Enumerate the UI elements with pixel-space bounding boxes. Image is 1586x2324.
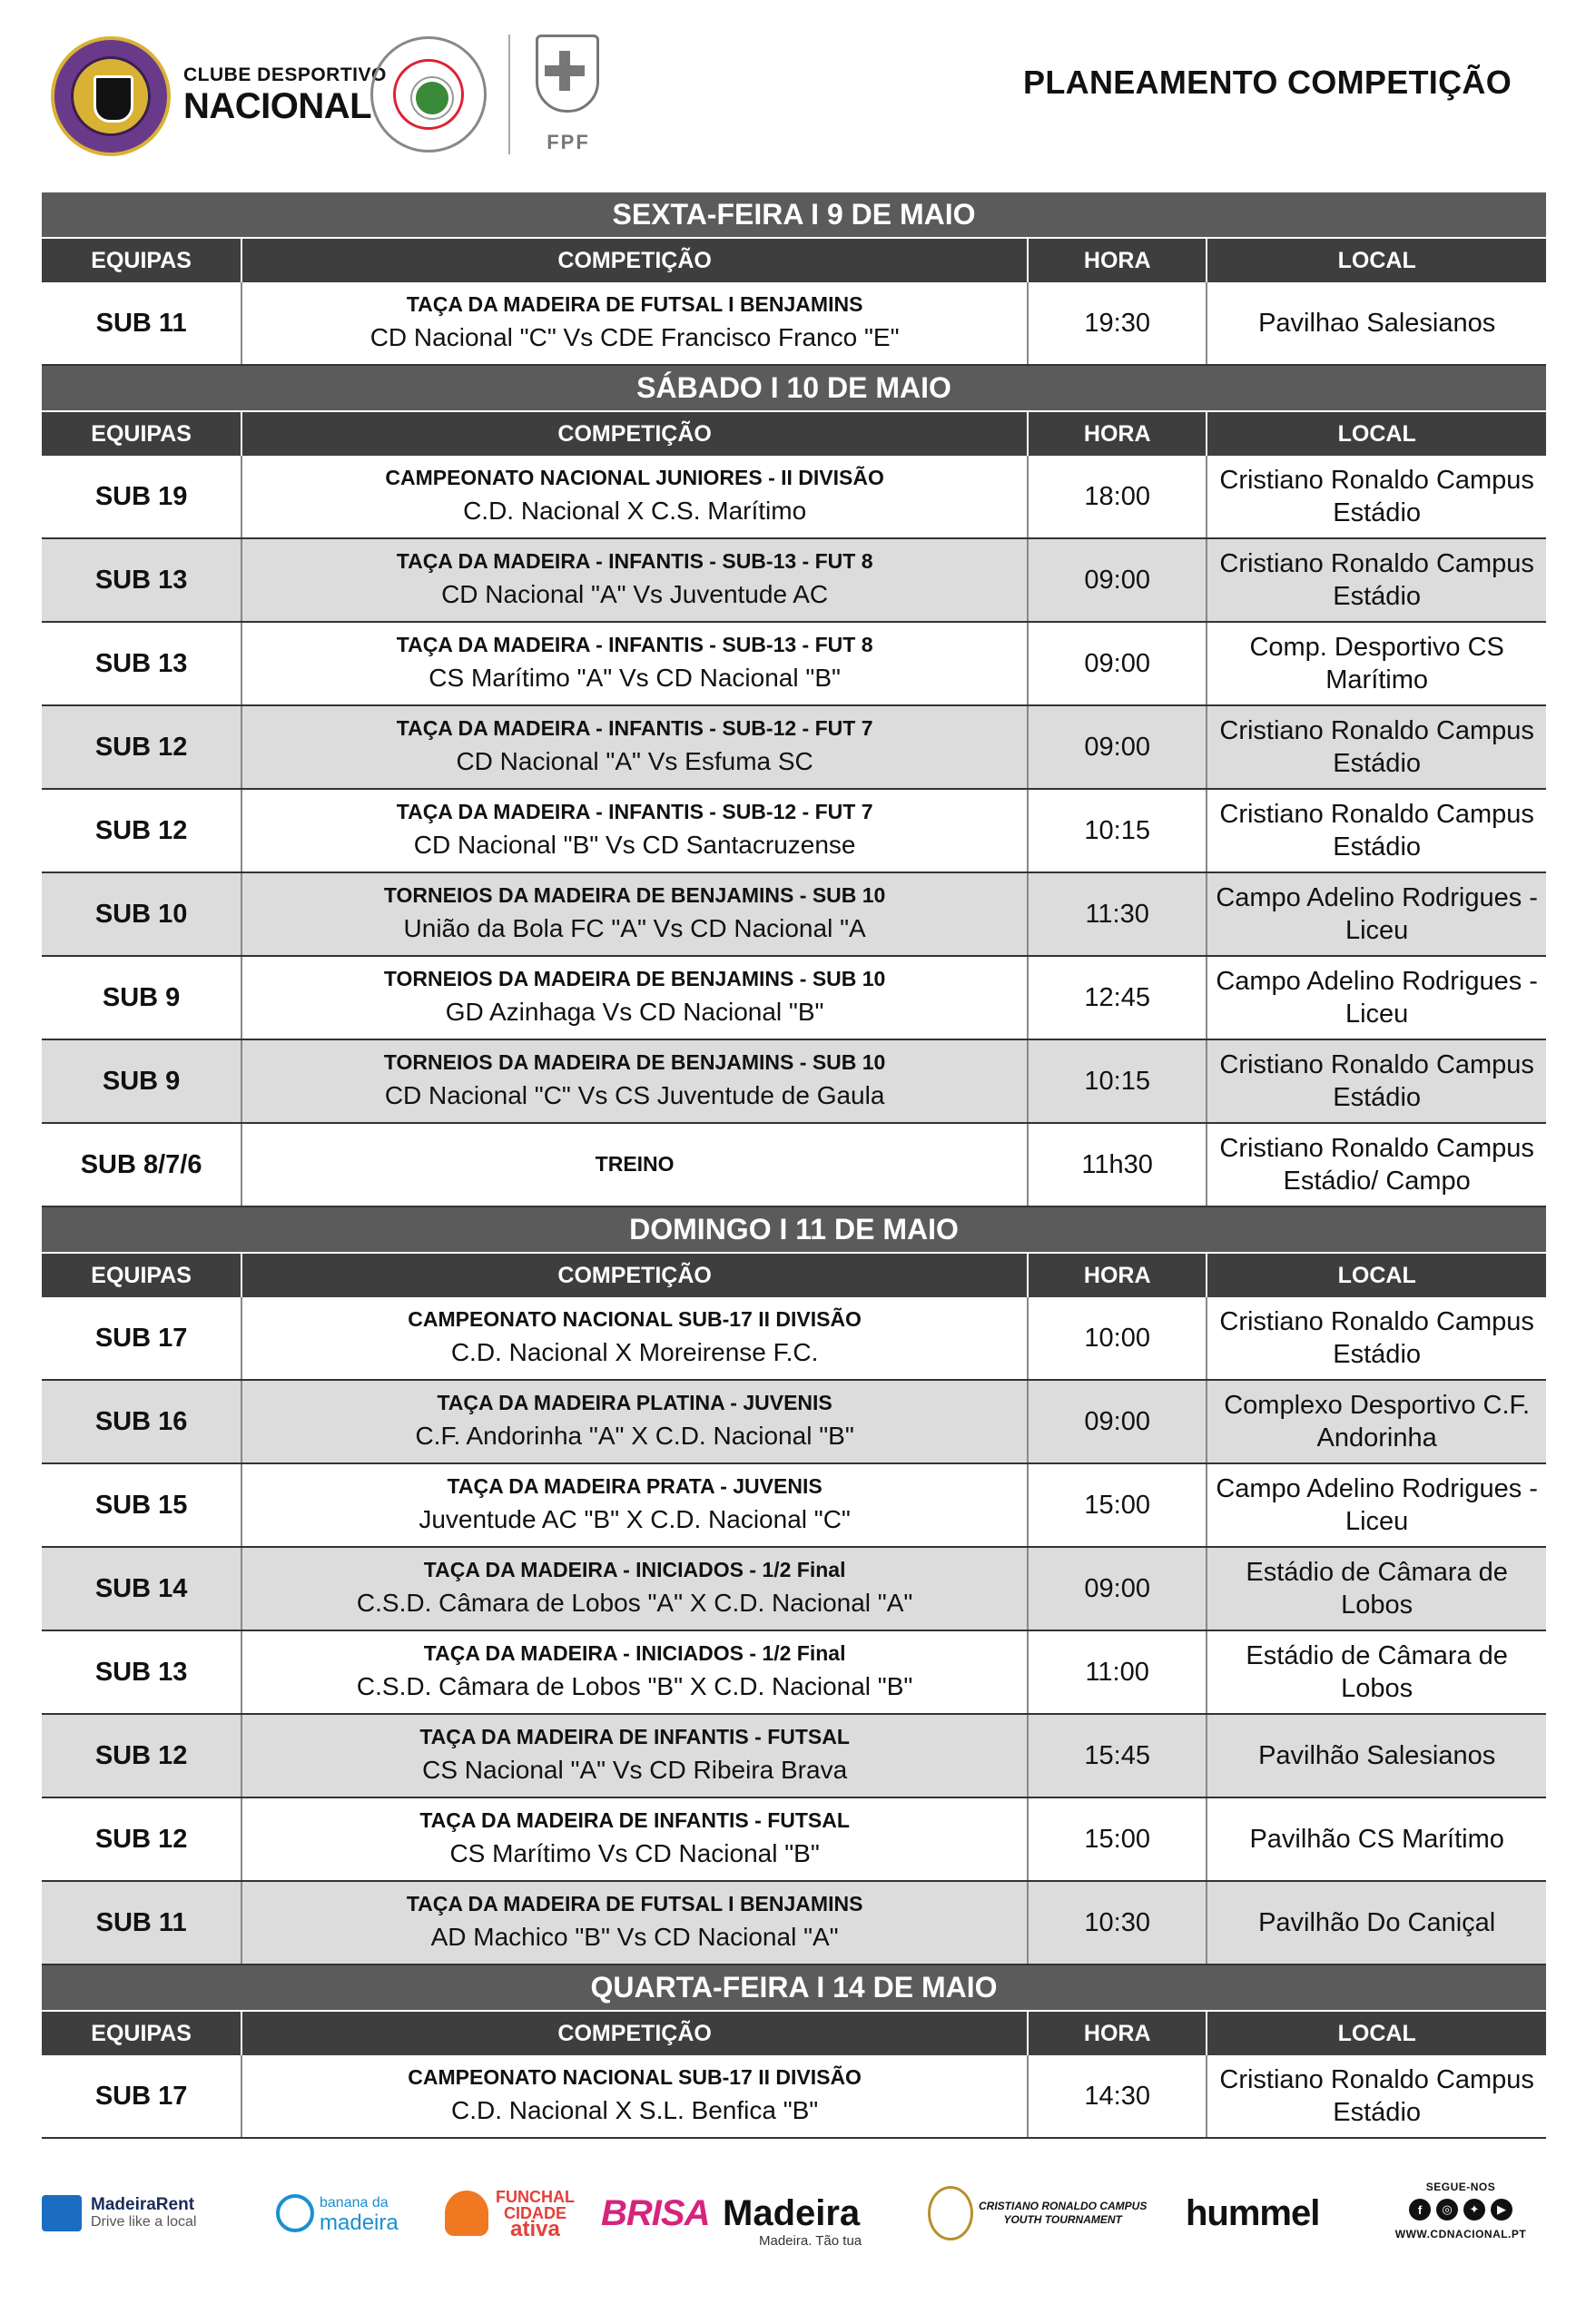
location-line1: Estádio de Câmara de Lobos: [1246, 1641, 1508, 1703]
table-row: [42, 957, 1546, 1040]
sponsor-footer: [42, 2168, 1546, 2259]
sponsor-banana-madeira: [276, 2186, 399, 2240]
competition-name: TAÇA DA MADEIRA - INICIADOS - 1/2 Final: [423, 1558, 846, 1581]
banana-line2: madeira: [320, 2211, 399, 2235]
instagram-icon[interactable]: ◎: [1436, 2199, 1458, 2221]
location-line2: Estádio: [1333, 2098, 1422, 2127]
table-row: [42, 1381, 1546, 1464]
table-row: [42, 1798, 1546, 1882]
location-cell: [1207, 2055, 1546, 2137]
location-line1: Pavilhão CS Marítimo: [1249, 1825, 1504, 1854]
day-title: SÁBADO I 10 DE MAIO: [42, 366, 1546, 412]
location-line2: Liceu: [1345, 916, 1409, 945]
social-label: SEGUE-NOS: [1425, 2181, 1496, 2193]
location-cell: [1207, 1124, 1546, 1206]
social-block: [1384, 2181, 1538, 2240]
page-header: [0, 0, 1586, 182]
location-line1: Cristiano Ronaldo Campus: [1219, 466, 1534, 495]
time-cell: 19:30: [1029, 282, 1207, 364]
column-header-equipas: EQUIPAS: [42, 2012, 242, 2055]
match-fixture: C.S.D. Câmara de Lobos "A" X C.D. Nacional "A": [356, 1589, 913, 1617]
table-row: [42, 1548, 1546, 1631]
match-fixture: CS Nacional "A" Vs CD Ribeira Brava: [422, 1756, 848, 1784]
column-header-local: LOCAL: [1337, 1262, 1416, 1288]
column-header-row: [42, 239, 1546, 282]
column-header-hora: HORA: [1029, 2012, 1207, 2055]
time-cell: 10:00: [1029, 1297, 1207, 1379]
time-cell: 15:00: [1029, 1798, 1207, 1880]
team-cell: SUB 9: [42, 1040, 242, 1122]
competition-cell: [242, 2055, 1029, 2137]
location-cell: [1207, 1631, 1546, 1713]
day-title: DOMINGO I 11 DE MAIO: [42, 1207, 1546, 1254]
location-cell: [1207, 706, 1546, 788]
column-header-competicao: COMPETIÇÃO: [242, 412, 1029, 456]
competition-cell: [242, 456, 1029, 537]
table-row: [42, 2055, 1546, 2139]
time-cell: 10:15: [1029, 790, 1207, 872]
competition-name: CAMPEONATO NACIONAL JUNIORES - II DIVISÃO: [385, 466, 884, 489]
table-row: [42, 1715, 1546, 1798]
match-fixture: CD Nacional "C" Vs CDE Francisco Franco "E": [369, 323, 900, 351]
funchal-line2: CIDADE: [503, 2204, 566, 2222]
competition-cell: [242, 1882, 1029, 1964]
time-cell: 18:00: [1029, 456, 1207, 537]
team-cell: SUB 9: [42, 957, 242, 1039]
column-header-competicao: COMPETIÇÃO: [242, 239, 1029, 282]
location-line1: Cristiano Ronaldo Campus: [1219, 2065, 1534, 2094]
competition-cell: [242, 706, 1029, 788]
match-fixture: C.D. Nacional X C.S. Marítimo: [463, 497, 807, 525]
competition-cell: [242, 1464, 1029, 1546]
location-line2: Estádio: [1333, 498, 1422, 527]
location-cell: [1207, 1040, 1546, 1122]
location-line2: Estádio: [1333, 749, 1422, 778]
team-cell: SUB 12: [42, 1715, 242, 1797]
madeira-logo-text: Madeira: [723, 2192, 861, 2233]
competition-cell: [242, 957, 1029, 1039]
table-row: [42, 282, 1546, 366]
team-cell: SUB 14: [42, 1548, 242, 1630]
location-line2: Estádio: [1333, 832, 1422, 862]
club-name: [183, 65, 387, 124]
competition-cell: [242, 1297, 1029, 1379]
team-cell: SUB 12: [42, 1798, 242, 1880]
time-cell: 09:00: [1029, 623, 1207, 704]
time-cell: 11:00: [1029, 1631, 1207, 1713]
table-row: [42, 1297, 1546, 1381]
funchal-line3: ativa: [510, 2217, 560, 2241]
madeirarent-icon: [42, 2195, 82, 2231]
competition-cell: [242, 1715, 1029, 1797]
club-name-line2: NACIONAL: [183, 86, 372, 126]
fpf-label: FPF: [547, 131, 590, 153]
website-link[interactable]: WWW.CDNACIONAL.PT: [1394, 2228, 1527, 2240]
competition-name: CAMPEONATO NACIONAL SUB-17 II DIVISÃO: [408, 1307, 862, 1331]
competition-cell: [242, 1798, 1029, 1880]
location-cell: [1207, 790, 1546, 872]
location-line1: Cristiano Ronaldo Campus: [1219, 549, 1534, 578]
location-cell: [1207, 1381, 1546, 1462]
sponsor-cr-campus: [928, 2186, 1147, 2240]
column-header-competicao: COMPETIÇÃO: [242, 2012, 1029, 2055]
sponsor-madeira: [723, 2186, 862, 2249]
cr-line1: CRISTIANO RONALDO CAMPUS: [979, 2200, 1148, 2212]
competition-cell: [242, 623, 1029, 704]
competition-name: CAMPEONATO NACIONAL SUB-17 II DIVISÃO: [408, 2065, 862, 2089]
location-line1: Pavilhão Salesianos: [1258, 1741, 1496, 1770]
sponsor-hummel: [1186, 2186, 1319, 2240]
column-header-equipas: EQUIPAS: [42, 1254, 242, 1297]
competition-name: TAÇA DA MADEIRA PRATA - JUVENIS: [447, 1474, 823, 1498]
team-cell: SUB 13: [42, 539, 242, 621]
banana-icon: [276, 2194, 314, 2232]
team-cell: SUB 11: [42, 1882, 242, 1964]
competition-name: TORNEIOS DA MADEIRA DE BENJAMINS - SUB 10: [383, 967, 886, 990]
location-line1: Estádio de Câmara de Lobos: [1246, 1558, 1508, 1620]
match-fixture: CD Nacional "A" Vs Juventude AC: [441, 580, 829, 608]
sponsor-brisa: [601, 2186, 709, 2240]
facebook-icon[interactable]: f: [1409, 2199, 1431, 2221]
competition-name: TREINO: [595, 1152, 675, 1176]
madeirarent-tagline: Drive like a local: [91, 2214, 197, 2230]
team-cell: SUB 19: [42, 456, 242, 537]
table-row: [42, 623, 1546, 706]
table-row: [42, 1040, 1546, 1124]
table-row: [42, 456, 1546, 539]
column-header-hora: HORA: [1029, 239, 1207, 282]
match-fixture: CD Nacional "C" Vs CS Juventude de Gaula: [384, 1081, 885, 1109]
competition-name: TAÇA DA MADEIRA PLATINA - JUVENIS: [437, 1391, 832, 1414]
competition-cell: [242, 1040, 1029, 1122]
time-cell: 15:00: [1029, 1464, 1207, 1546]
column-header-equipas: EQUIPAS: [42, 239, 242, 282]
location-line1: Cristiano Ronaldo Campus: [1219, 800, 1534, 829]
location-line2: Estádio: [1333, 582, 1422, 611]
competition-name: TAÇA DA MADEIRA DE INFANTIS - FUTSAL: [419, 1725, 850, 1748]
location-cell: [1207, 1798, 1546, 1880]
match-fixture: C.S.D. Câmara de Lobos "B" X C.D. Nacional "B": [356, 1672, 913, 1700]
location-line1: Cristiano Ronaldo Campus: [1219, 1050, 1534, 1079]
competition-name: TAÇA DA MADEIRA - INICIADOS - 1/2 Final: [423, 1641, 846, 1665]
club-name-line1: CLUBE DESPORTIVO: [183, 64, 387, 85]
location-line1: Campo Adelino Rodrigues -: [1216, 883, 1538, 912]
match-fixture: C.D. Nacional X S.L. Benfica "B": [450, 2096, 819, 2124]
competition-name: TAÇA DA MADEIRA - INFANTIS - SUB-12 - FUT 7: [396, 800, 873, 823]
schedule-table: [42, 192, 1546, 2139]
column-header-local: LOCAL: [1337, 2020, 1416, 2046]
madeirarent-name: MadeiraRent: [91, 2195, 195, 2214]
team-cell: SUB 8/7/6: [42, 1124, 242, 1206]
twitter-icon[interactable]: ✦: [1463, 2199, 1485, 2221]
match-fixture: União da Bola FC "A" Vs CD Nacional "A: [403, 914, 866, 942]
match-fixture: CD Nacional "A" Vs Esfuma SC: [456, 747, 813, 775]
team-cell: SUB 15: [42, 1464, 242, 1546]
table-row: [42, 1882, 1546, 1965]
location-line2: Estádio/ Campo: [1283, 1167, 1471, 1196]
competition-name: TAÇA DA MADEIRA DE FUTSAL I BENJAMINS: [406, 292, 863, 316]
column-header-local: LOCAL: [1337, 247, 1416, 273]
column-header-competicao: COMPETIÇÃO: [242, 1254, 1029, 1297]
competition-name: TAÇA DA MADEIRA - INFANTIS - SUB-12 - FUT 7: [396, 716, 873, 740]
competition-cell: [242, 539, 1029, 621]
hummel-logo-text: hummel: [1186, 2192, 1320, 2233]
time-cell: 09:00: [1029, 706, 1207, 788]
competition-cell: [242, 1548, 1029, 1630]
competition-cell: [242, 1631, 1029, 1713]
match-fixture: AD Machico "B" Vs CD Nacional "A": [430, 1923, 839, 1951]
header-divider: [508, 34, 510, 154]
column-header-row: [42, 412, 1546, 456]
sponsor-funchal-cidade-ativa: [445, 2186, 575, 2240]
location-line1: Complexo Desportivo C.F.: [1224, 1391, 1531, 1420]
location-cell: [1207, 957, 1546, 1039]
location-cell: [1207, 1715, 1546, 1797]
table-row: [42, 1464, 1546, 1548]
time-cell: 09:00: [1029, 539, 1207, 621]
youtube-icon[interactable]: ▶: [1491, 2199, 1512, 2221]
column-header-row: [42, 1254, 1546, 1297]
brisa-logo-text: BRISA: [601, 2192, 710, 2233]
team-cell: SUB 17: [42, 2055, 242, 2137]
team-cell: SUB 12: [42, 790, 242, 872]
fpf-logo: [532, 34, 605, 154]
location-line1: Campo Adelino Rodrigues -: [1216, 967, 1538, 996]
competition-cell: [242, 1124, 1029, 1206]
competition-cell: [242, 1381, 1029, 1462]
location-line2: Estádio: [1333, 1083, 1422, 1112]
competition-cell: [242, 873, 1029, 955]
time-cell: 12:45: [1029, 957, 1207, 1039]
time-cell: 09:00: [1029, 1381, 1207, 1462]
sponsor-madeirarent: [42, 2186, 196, 2240]
club-crest-logo: [51, 36, 171, 156]
madeira-tagline: Madeira. Tão tua: [759, 2233, 862, 2249]
location-line2: Liceu: [1345, 1000, 1409, 1029]
competition-name: TAÇA DA MADEIRA DE INFANTIS - FUTSAL: [419, 1808, 850, 1832]
location-cell: [1207, 456, 1546, 537]
table-row: [42, 873, 1546, 957]
time-cell: 11h30: [1029, 1124, 1207, 1206]
banana-line1: banana da: [320, 2195, 389, 2211]
cr-campus-emblem-icon: [928, 2186, 973, 2240]
competition-name: TAÇA DA MADEIRA - INFANTIS - SUB-13 - FUT 8: [396, 633, 873, 656]
location-line1: Cristiano Ronaldo Campus: [1219, 1307, 1534, 1336]
day-title: QUARTA-FEIRA I 14 DE MAIO: [42, 1965, 1546, 2012]
time-cell: 11:30: [1029, 873, 1207, 955]
time-cell: 10:30: [1029, 1882, 1207, 1964]
team-cell: SUB 17: [42, 1297, 242, 1379]
column-header-row: [42, 2012, 1546, 2055]
match-fixture: Juventude AC "B" X C.D. Nacional "C": [419, 1505, 851, 1533]
day-title: SEXTA-FEIRA I 9 DE MAIO: [42, 192, 1546, 239]
funchal-runner-icon: [445, 2191, 488, 2236]
location-line1: Pavilhao Salesianos: [1258, 309, 1496, 338]
column-header-local: LOCAL: [1337, 420, 1416, 447]
match-fixture: C.F. Andorinha "A" X C.D. Nacional "B": [415, 1422, 854, 1450]
cr-line2: YOUTH TOURNAMENT: [1003, 2213, 1122, 2226]
competition-name: TAÇA DA MADEIRA - INFANTIS - SUB-13 - FUT 8: [396, 549, 873, 573]
location-cell: [1207, 1297, 1546, 1379]
column-header-hora: HORA: [1029, 412, 1207, 456]
competition-name: TAÇA DA MADEIRA DE FUTSAL I BENJAMINS: [406, 1892, 863, 1915]
table-row: [42, 706, 1546, 790]
location-line2: Andorinha: [1316, 1423, 1437, 1452]
location-line1: Cristiano Ronaldo Campus: [1219, 716, 1534, 745]
location-cell: [1207, 539, 1546, 621]
team-cell: SUB 13: [42, 1631, 242, 1713]
competition-name: TORNEIOS DA MADEIRA DE BENJAMINS - SUB 10: [383, 883, 886, 907]
location-line2: Liceu: [1345, 1507, 1409, 1536]
time-cell: 15:45: [1029, 1715, 1207, 1797]
location-line2: Estádio: [1333, 1340, 1422, 1369]
match-fixture: GD Azinhaga Vs CD Nacional "B": [445, 998, 824, 1026]
certification-seal-logo: [370, 36, 487, 153]
match-fixture: CD Nacional "B" Vs CD Santacruzense: [413, 831, 856, 859]
match-fixture: C.D. Nacional X Moreirense F.C.: [450, 1338, 819, 1366]
team-cell: SUB 13: [42, 623, 242, 704]
column-header-equipas: EQUIPAS: [42, 412, 242, 456]
location-cell: [1207, 873, 1546, 955]
table-row: [42, 539, 1546, 623]
table-row: [42, 790, 1546, 873]
table-row: [42, 1631, 1546, 1715]
team-cell: SUB 11: [42, 282, 242, 364]
competition-cell: [242, 790, 1029, 872]
location-line1: Pavilhão Do Caniçal: [1258, 1908, 1496, 1937]
location-cell: [1207, 623, 1546, 704]
time-cell: 09:00: [1029, 1548, 1207, 1630]
location-line2: Marítimo: [1325, 665, 1429, 694]
time-cell: 14:30: [1029, 2055, 1207, 2137]
location-line1: Comp. Desportivo CS: [1249, 633, 1504, 662]
location-cell: [1207, 1548, 1546, 1630]
location-cell: [1207, 1464, 1546, 1546]
location-line1: Campo Adelino Rodrigues -: [1216, 1474, 1538, 1503]
match-fixture: CS Marítimo Vs CD Nacional "B": [449, 1839, 820, 1867]
table-row: [42, 1124, 1546, 1207]
match-fixture: CS Marítimo "A" Vs CD Nacional "B": [429, 664, 841, 692]
team-cell: SUB 10: [42, 873, 242, 955]
competition-name: TORNEIOS DA MADEIRA DE BENJAMINS - SUB 10: [383, 1050, 886, 1074]
team-cell: SUB 16: [42, 1381, 242, 1462]
location-line1: Cristiano Ronaldo Campus: [1219, 1134, 1534, 1163]
team-cell: SUB 12: [42, 706, 242, 788]
time-cell: 10:15: [1029, 1040, 1207, 1122]
page-title: PLANEAMENTO COMPETIÇÃO: [1023, 64, 1512, 101]
competition-cell: [242, 282, 1029, 364]
column-header-hora: HORA: [1029, 1254, 1207, 1297]
funchal-line1: FUNCHAL: [496, 2188, 575, 2206]
location-cell: [1207, 1882, 1546, 1964]
location-cell: [1207, 282, 1546, 364]
